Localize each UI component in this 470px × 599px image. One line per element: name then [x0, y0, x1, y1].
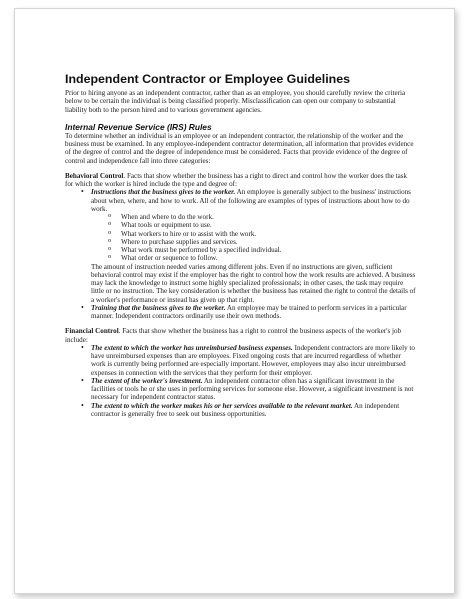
instruction-note: The amount of instruction needed varies among different jobs. Even if no instructions are given, sufficient behavioral control may exist if the employer has the right to control how the work results are achieved. A business may lack the knowledge to instruct some highly specialized professionals; in other cases, the task may require little or no instruction. The key consideration is whether the business has retained the right to control the details of a worker's performance or instead has given up that right.	[91, 262, 416, 304]
financial-label: Financial Control	[65, 327, 119, 336]
financial-item	[91, 402, 417, 419]
instruction-examples-list	[91, 213, 417, 263]
financial-item	[91, 344, 417, 377]
financial-item-text: An independent contractor often has a significant investment in the facilities or tools he or she uses in performing services for someone else. However, a significant investment is not necessary for independent contractor status.	[91, 376, 414, 402]
financial-item-lead: The extent to which the worker makes his or her services available to the relevant market.	[91, 401, 353, 410]
instructions-lead: Instructions that the business gives to the worker.	[91, 188, 236, 197]
document-content	[65, 72, 417, 418]
financial-intro	[65, 327, 417, 344]
instruction-example: o What order or sequence to follow.	[121, 254, 417, 262]
behavioral-intro	[65, 172, 417, 189]
behavioral-text: . Facts that show whether the business has a right to direct and control how the worker does the task for which the worker is hired include the type and degree of:	[65, 171, 408, 188]
irs-paragraph: To determine whether an individual is an employee or an independent contractor, the relationship of the worker and the business must be examined. In any employee-independent contractor determination, all information that provides evidence of the degree of control and the degree of independence must be considered. Facts that provide evidence of the degree of control and independence fall into three categories:	[65, 131, 414, 165]
behavioral-list-2	[65, 304, 417, 321]
behavioral-label: Behavioral Control	[65, 171, 124, 180]
financial-list	[65, 344, 417, 418]
instruction-example: o When and where to do the work.	[121, 213, 417, 221]
document-title: Independent Contractor or Employee Guidelines	[65, 72, 351, 86]
behavioral-section	[65, 172, 417, 321]
instruction-example: o What tools or equipment to use.	[121, 221, 417, 229]
financial-item-lead: The extent to which the worker has unreimbursed business expenses.	[91, 343, 293, 352]
financial-item-text: An independent contractor is generally free to seek out business opportunities.	[91, 401, 400, 418]
financial-section	[65, 327, 417, 418]
instruction-example: o What workers to hire or to assist with the work.	[121, 230, 417, 238]
financial-text: . Facts that show whether the business has a right to control the business aspects of the worker's job include:	[65, 327, 402, 344]
instruction-example: o What work must be performed by a specified individual.	[121, 246, 417, 254]
intro-paragraph: Prior to hiring anyone as an independent contractor, rather than as an employee, you should carefully review the criteria below to be certain the individual is being classified properly. Misclassification can open our company to substantial liability both to the person hired and to various government agencies.	[65, 89, 406, 114]
behavioral-item-training	[91, 304, 417, 321]
document-page	[14, 8, 455, 594]
instructions-text: An employee is generally subject to the business' instructions about when, where, and how to work. All of the following are examples of types of instructions about how to do work.	[91, 188, 411, 213]
training-lead: Training that the business gives to the worker.	[91, 303, 226, 312]
behavioral-item-instructions	[91, 188, 417, 262]
behavioral-list	[65, 188, 417, 262]
instruction-example: o Where to purchase supplies and services.	[121, 238, 417, 246]
irs-heading: Internal Revenue Service (IRS) Rules	[65, 121, 212, 132]
financial-item-lead: The extent of the worker's investment.	[91, 376, 203, 385]
financial-item-text: Independent contractors are more likely to have unreimbursed expenses than are employees. Fixed ongoing costs that are incurred regardless of whether work is currently being performed are especially important. However, employees may also incur unreimbursed expenses in connection with the services that they perform for their employer.	[91, 343, 415, 377]
training-text: An employee may be trained to perform services in a particular manner. Independent contractors ordinarily use their own methods.	[91, 303, 407, 320]
financial-item	[91, 377, 417, 402]
